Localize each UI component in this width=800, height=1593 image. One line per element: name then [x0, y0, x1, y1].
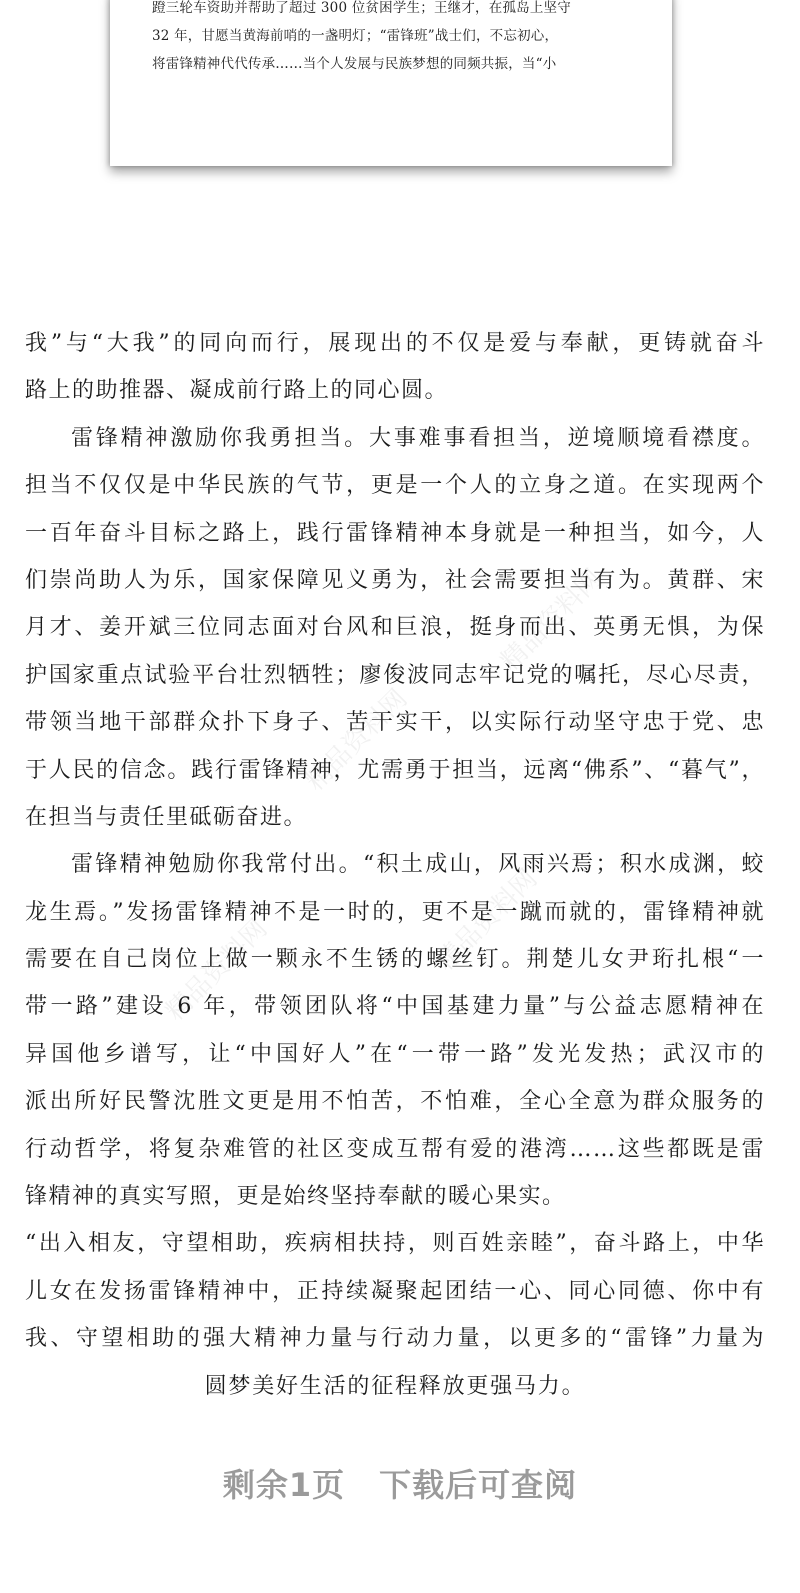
article-line: 行动哲学，将复杂难管的社区变成互帮有爱的港湾……这些都既是雷 [25, 1136, 765, 1162]
article-line: 护国家重点试验平台壮烈牺牲；廖俊波同志牢记党的嘱托，尽心尽责， [25, 662, 765, 688]
article-line: 我”与“大我”的同向而行，展现出的不仅是爱与奉献，更铸就奋斗 [25, 331, 765, 356]
preview-line: 将雷锋精神代代传承……当个人发展与民族梦想的同频共振，当“小 [152, 56, 557, 72]
article-line: 于人民的信念。践行雷锋精神，尤需勇于担当，远离“佛系”、“暮气”， [25, 757, 765, 783]
download-to-view-label[interactable]: 下载后可查阅 [379, 1466, 578, 1504]
article-line: 担当不仅仅是中华民族的气节，更是一个人的立身之道。在实现两个 [25, 473, 765, 499]
paragraph-first-line: 雷锋精神激励你我勇担当。大事难事看担当，逆境顺境看襟度。 [71, 425, 765, 451]
article-line: 一百年奋斗目标之路上，践行雷锋精神本身就是一种担当，如今，人 [25, 520, 765, 546]
page-preview-card [110, 0, 672, 166]
preview-line: 32 年，甘愿当黄海前哨的一盏明灯；“雷锋班”战士们，不忘初心， [152, 28, 559, 44]
watermark: 精品资料网 [430, 863, 544, 977]
download-prompt[interactable] [0, 1460, 800, 1506]
article-line: “出入相友，守望相助，疾病相扶持，则百姓亲睦”，奋斗路上，中华 [25, 1231, 765, 1257]
watermark: 精品资料网 [495, 563, 609, 677]
article-line: 锋精神的真实写照，更是始终坚持奉献的暖心果实。 [25, 1184, 566, 1210]
watermark: 精品资料网 [300, 683, 414, 797]
article-line: 月才、姜开斌三位同志面对台风和巨浪，挺身而出、英勇无惧，为保 [25, 615, 765, 641]
article-line: 在担当与责任里砥砺奋进。 [25, 804, 308, 830]
article-line: 儿女在发扬雷锋精神中，正持续凝聚起团结一心、同心同德、你中有 [25, 1278, 765, 1304]
article-line: 我、守望相助的强大精神力量与行动力量，以更多的“雷锋”力量为 [25, 1326, 765, 1352]
article-line: 龙生焉。”发扬雷锋精神不是一时的，更不是一蹴而就的，雷锋精神就 [25, 899, 765, 925]
watermark: 精品资料网 [160, 913, 274, 1027]
article-line: 带领当地干部群众扑下身子、苦干实干，以实际行动坚守忠于党、忠 [25, 710, 765, 736]
article-line: 异国他乡谱写，让“中国好人”在“一带一路”发光发热；武汉市的 [25, 1041, 765, 1067]
article-body [25, 320, 765, 1410]
article-line: 们崇尚助人为乐，国家保障见义勇为，社会需要担当有为。黄群、宋 [25, 567, 765, 593]
article-line: 派出所好民警沈胜文更是用不怕苦，不怕难，全心全意为群众服务的 [25, 1089, 765, 1115]
article-line-centered: 圆梦美好生活的征程释放更强马力。 [204, 1373, 586, 1399]
article-line: 带一路”建设 6 年，带领团队将“中国基建力量”与公益志愿精神在 [25, 994, 765, 1020]
preview-area [0, 0, 800, 190]
remaining-pages-label: 剩余1页 [222, 1466, 346, 1504]
paragraph-first-line: 雷锋精神勉励你我常付出。“积土成山，风雨兴焉；积水成渊，蛟 [71, 852, 765, 878]
article-line: 需要在自己岗位上做一颗永不生锈的螺丝钉。荆楚儿女尹珩扎根“一 [25, 947, 765, 973]
preview-line: 蹬三轮车资助并帮助了超过 300 位贫困学生；王继才，在孤岛上坚守 [152, 0, 571, 16]
article-line: 路上的助推器、凝成前行路上的同心圆。 [25, 378, 449, 404]
